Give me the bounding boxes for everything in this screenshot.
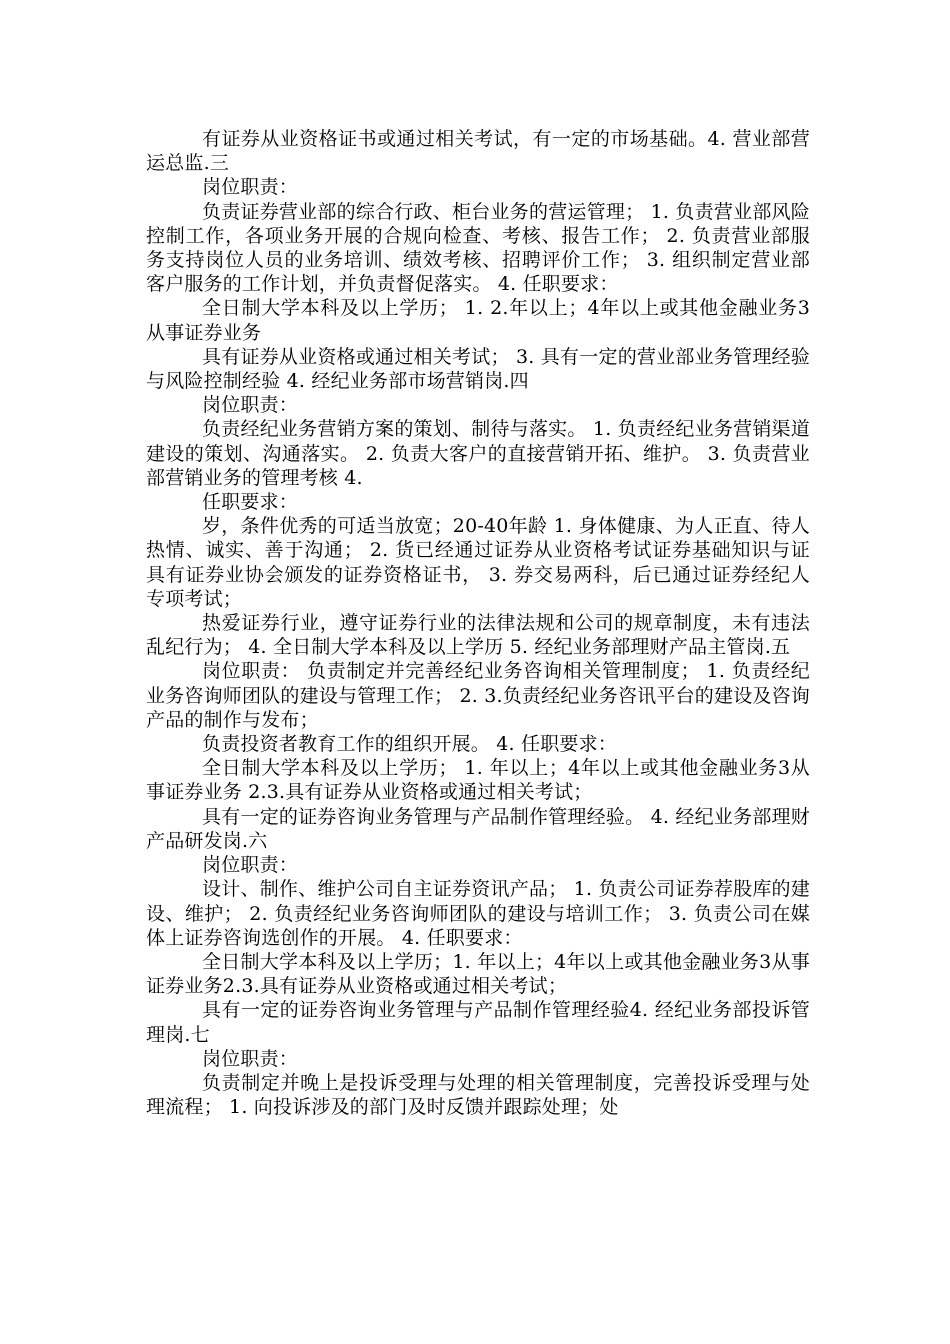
paragraph: 全日制大学本科及以上学历；1. 年以上；4年以上或其他金融业务3从事证券业务2.3.具有证券从业资格或通过相关考试； (146, 950, 810, 998)
document-body (146, 127, 810, 1119)
paragraph: 负责经纪业务营销方案的策划、制待与落实。 1. 负责经纪业务营销渠道建设的策划、沟通落实。 2. 负责大客户的直接营销开拓、维护。 3. 负责营业部营销业务的管理考核 4. (146, 418, 810, 489)
paragraph: 岁，条件优秀的可适当放宽；20-40年龄 1. 身体健康、为人正直、待人热情、诚实、善于沟通； 2. 货已经通过证券从业资格考试证券基础知识与证具有证券业协会颁发的证券资格证书， 3. 券交易两科，后已通过证券经纪人专项考试； (146, 515, 810, 610)
section-heading: 岗位职责： (202, 176, 299, 199)
section-heading: 岗位职责： (202, 394, 299, 417)
section-heading: 岗位职责： (202, 1047, 299, 1070)
paragraph: 负责投资者教育工作的组织开展。 4. 任职要求： (202, 733, 618, 756)
paragraph: 设计、制作、维护公司自主证券资讯产品； 1. 负责公司证券荐股库的建设、维护； 2. 负责经纪业务咨询师团队的建设与培训工作； 3. 负责公司在媒体上证券咨询选创作的开展。 4. 任职要求： (146, 878, 810, 949)
paragraph: 全日制大学本科及以上学历； 1. 年以上；4年以上或其他金融业务3从事证券业务 2.3.具有证券从业资格或通过相关考试； (146, 757, 810, 804)
paragraph: 有证券从业资格证书或通过相关考试，有一定的市场基础。4. 营业部营运总监.三 (146, 128, 810, 175)
paragraph: 具有证券从业资格或通过相关考试； 3. 具有一定的营业部业务管理经验与风险控制经验 4. 经纪业务部市场营销岗.四 (146, 345, 810, 393)
paragraph: 具有一定的证券咨询业务管理与产品制作管理经验。 4. 经纪业务部理财产品研发岗.六 (146, 805, 810, 852)
paragraph: 岗位职责： 负责制定并完善经纪业务咨询相关管理制度； 1. 负责经纪业务咨询师团队的建设与管理工作； 2. 3.负责经纪业务咨讯平台的建设及咨询产品的制作与发布； (146, 660, 810, 731)
paragraph: 负责证券营业部的综合行政、柜台业务的营运管理； 1. 负责营业部风险控制工作，各项业务开展的合规向检查、考核、报告工作； 2. 负责营业部服务支持岗位人员的业务培训、绩效考核、招聘评价工作； 3. 组织制定营业部客户服务的工作计划，并负责督促落实。 4. 任职要求： (146, 200, 810, 296)
paragraph: 热爱证券行业，遵守证券行业的法律法规和公司的规章制度，未有违法乱纪行为； 4. 全日制大学本科及以上学历 5. 经纪业务部理财产品主管岗.五 (146, 612, 810, 659)
paragraph: 全日制大学本科及以上学历； 1. 2.年以上；4年以上或其他金融业务3从事证券业务 (146, 297, 810, 344)
section-heading: 岗位职责： (202, 854, 299, 877)
paragraph: 具有一定的证券咨询业务管理与产品制作管理经验4. 经纪业务部投诉管理岗.七 (146, 999, 810, 1046)
section-heading: 任职要求： (202, 491, 299, 514)
paragraph: 负责制定并晚上是投诉受理与处理的相关管理制度，完善投诉受理与处理流程； 1. 向投诉涉及的部门及时反馈并跟踪处理；处 (146, 1071, 810, 1119)
